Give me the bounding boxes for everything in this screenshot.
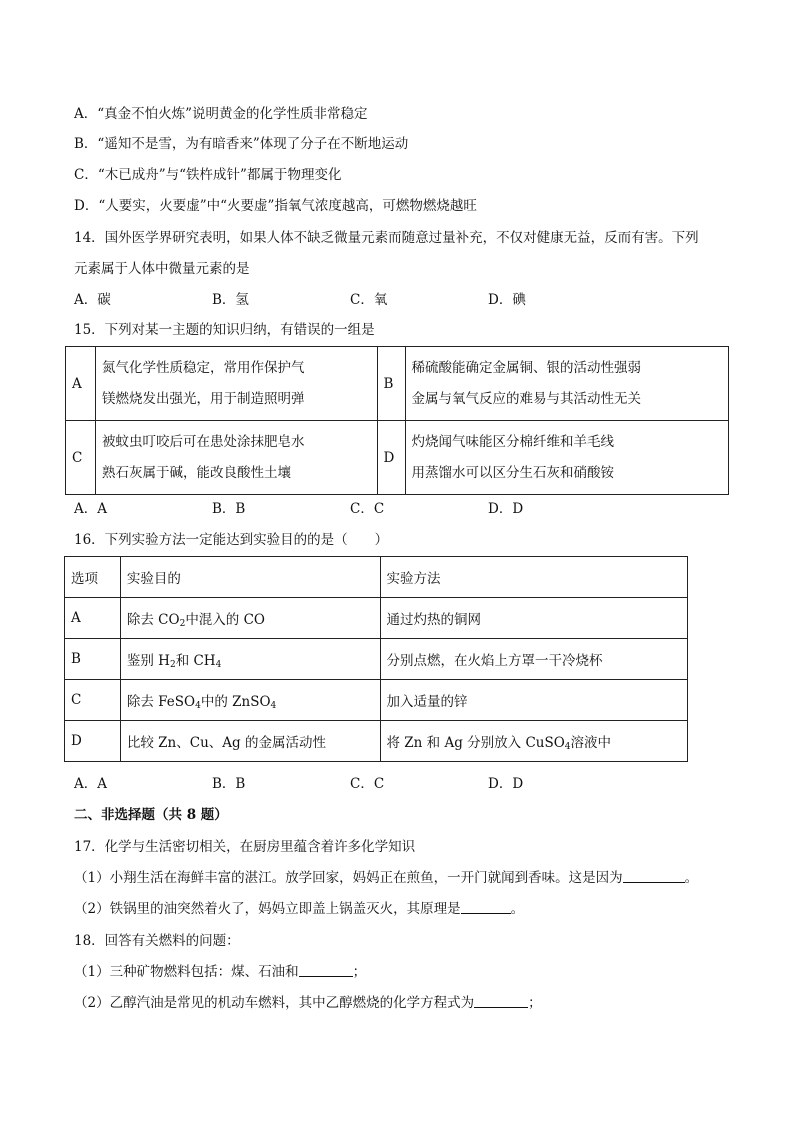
q15-label-c: C [66, 421, 96, 495]
table-row [65, 639, 688, 680]
q15-option-a: A．A [74, 501, 107, 517]
q15-label-b: B [377, 347, 405, 421]
q16-goal-a: 除去 $CO_2$中混入的 CO [120, 598, 380, 639]
q16-option-b-answer: B．B [212, 776, 246, 792]
q18-stem: 18．回答有关燃料的问题： [74, 933, 240, 949]
q14-option-c: C．氧 [350, 292, 388, 308]
q16-option-c: C [65, 680, 121, 721]
q17-part2: （2）铁锅里的油突然着火了，妈妈立即盖上锅盖灭火，其原理是 。 [74, 901, 525, 917]
q15-option-c: C．C [350, 501, 385, 517]
q17-stem: 17．化学与生活密切相关，在厨房里蕴含着许多化学知识 [74, 839, 416, 855]
q15-cell-b: 稀硫酸能确定金属铜、银的活动性强弱 金属与氧气反应的难易与其活动性无关 [405, 347, 729, 421]
table-row [65, 598, 688, 639]
q15-cell-d: 灼烧闻气味能区分棉纤维和羊毛线 用蒸馏水可以区分生石灰和硝酸铵 [405, 421, 729, 495]
table-row [65, 557, 688, 598]
q16-goal-d: 比较 Zn、Cu、Ag 的金属活动性 [120, 721, 380, 762]
table-row [66, 347, 729, 421]
q14-stem-line2: 元素属于人体中微量元素的是 [74, 261, 250, 277]
q14-stem-line1: 14．国外医学界研究表明，如果人体不缺乏微量元素而随意过量补充，不仅对健康无益，反而有害。下列 [74, 230, 699, 246]
q16-options [74, 775, 626, 793]
q14-option-d: D．碘 [488, 292, 526, 308]
q15-option-b: B．B [212, 501, 246, 517]
q16-option-c-answer: C．C [350, 776, 385, 792]
q15-cell-c: 被蚊虫叮咬后可在患处涂抹肥皂水 熟石灰属于碱，能改良酸性土壤 [95, 421, 377, 495]
table-row [66, 421, 729, 495]
q16-goal-b: 鉴别 $H_2$和 $CH_4$ [120, 639, 380, 680]
section-heading: 二、非选择题（共 8 题） [74, 807, 228, 823]
answer-blank[interactable] [461, 901, 511, 914]
q16-header-option: 选项 [65, 557, 121, 598]
q16-option-d: D [65, 721, 121, 762]
answer-blank[interactable] [299, 964, 353, 977]
q16-option-a: A [65, 598, 121, 639]
q16-stem: 16．下列实验方法一定能达到实验目的的是（ ） [74, 532, 389, 548]
q14-options [74, 291, 626, 309]
q13-option-b: B．“遥知不是雪，为有暗香来”体现了分子在不断地运动 [74, 136, 409, 152]
table-row [65, 680, 688, 721]
q14-option-a: A．碳 [74, 292, 111, 308]
q14-option-b: B．氢 [212, 292, 249, 308]
q16-option-a-answer: A．A [74, 776, 107, 792]
q16-method-a: 通过灼热的铜网 [380, 598, 687, 639]
q15-option-d: D．D [488, 501, 524, 517]
q15-options [74, 500, 626, 518]
q16-option-b: B [65, 639, 121, 680]
answer-blank[interactable] [623, 870, 685, 883]
q15-label-d: D [377, 421, 405, 495]
q13-option-a: A．“真金不怕火炼”说明黄金的化学性质非常稳定 [74, 106, 368, 122]
q15-table [65, 346, 729, 495]
q17-part1: （1）小翔生活在海鲜丰富的湛江。放学回家，妈妈正在煎鱼，一开门就闻到香味。这是因为 。 [74, 870, 699, 886]
q16-header-method: 实验方法 [380, 557, 687, 598]
q13-option-d: D．“人要实，火要虚”中“火要虚”指氧气浓度越高，可燃物燃烧越旺 [74, 198, 477, 214]
q16-goal-c: 除去 FeSO$_4$中的 ZnSO$_4$ [120, 680, 380, 721]
q16-method-c: 加入适量的锌 [380, 680, 687, 721]
q13-option-c: C．“木已成舟”与“铁杵成针”都属于物理变化 [74, 167, 342, 183]
q16-method-d: 将 Zn 和 Ag 分别放入 CuSO$_4$溶液中 [380, 721, 687, 762]
q18-part1: （1）三种矿物燃料包括：煤、石油和 ； [74, 964, 367, 980]
q15-cell-a: 氮气化学性质稳定，常用作保护气 镁燃烧发出强光，用于制造照明弹 [95, 347, 377, 421]
answer-blank[interactable] [474, 995, 528, 1008]
table-row [65, 721, 688, 762]
q18-part2: （2）乙醇汽油是常见的机动车燃料，其中乙醇燃烧的化学方程式为 ； [74, 995, 542, 1011]
q16-header-goal: 实验目的 [120, 557, 380, 598]
q15-label-a: A [66, 347, 96, 421]
q16-method-b: 分别点燃，在火焰上方罩一干冷烧杯 [380, 639, 687, 680]
q16-option-d-answer: D．D [488, 776, 524, 792]
q15-stem: 15．下列对某一主题的知识归纳，有错误的一组是 [74, 322, 375, 338]
q16-table [64, 556, 688, 762]
